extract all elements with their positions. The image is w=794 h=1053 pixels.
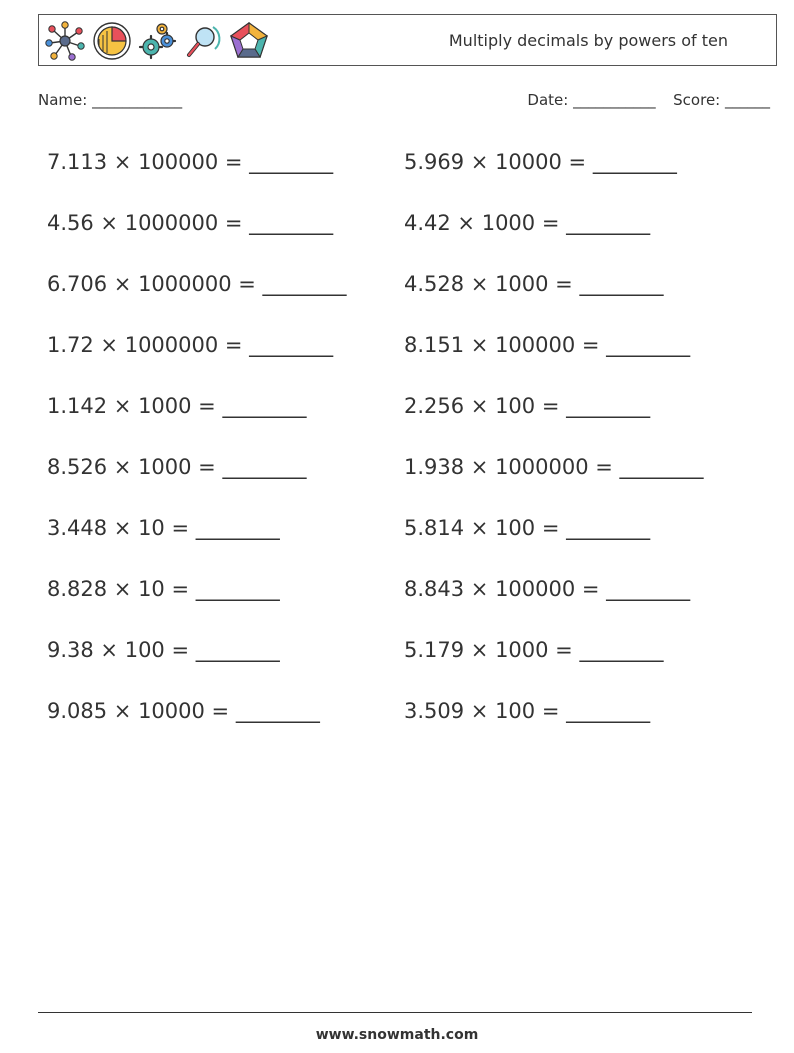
name-field: Name: ____________ (38, 91, 183, 109)
problem-item: 4.528 × 1000 = ________ (404, 272, 664, 296)
problem-item: 8.828 × 10 = ________ (47, 577, 280, 601)
problem-item: 6.706 × 1000000 = ________ (47, 272, 347, 296)
header-icons (43, 19, 271, 63)
problem-item: 1.142 × 1000 = ________ (47, 394, 307, 418)
problem-item: 8.526 × 1000 = ________ (47, 455, 307, 479)
network-icon (43, 19, 87, 63)
problem-item: 1.938 × 1000000 = ________ (404, 455, 704, 479)
problem-item: 1.72 × 1000000 = ________ (47, 333, 334, 357)
worksheet-header (38, 14, 777, 66)
problem-item: 3.509 × 100 = ________ (404, 699, 651, 723)
date-score-row (527, 91, 770, 109)
gears-icon (137, 19, 179, 63)
problem-item: 7.113 × 100000 = ________ (47, 150, 334, 174)
problem-item: 8.151 × 100000 = ________ (404, 333, 691, 357)
problem-item: 5.814 × 100 = ________ (404, 516, 651, 540)
worksheet-title: Multiply decimals by powers of ten (448, 31, 728, 50)
problem-item: 9.38 × 100 = ________ (47, 638, 280, 662)
footer-divider (38, 1012, 752, 1013)
pie-chart-icon (91, 19, 133, 63)
problem-item: 5.179 × 1000 = ________ (404, 638, 664, 662)
problem-item: 3.448 × 10 = ________ (47, 516, 280, 540)
problem-item: 8.843 × 100000 = ________ (404, 577, 691, 601)
problem-item: 2.256 × 100 = ________ (404, 394, 651, 418)
pentagon-icon (227, 19, 271, 63)
problem-item: 4.42 × 1000 = ________ (404, 211, 651, 235)
footer-website: www.snowmath.com (315, 1027, 479, 1043)
problem-item: 4.56 × 1000000 = ________ (47, 211, 334, 235)
problem-item: 5.969 × 10000 = ________ (404, 150, 677, 174)
score-field: Score: ______ (673, 91, 770, 109)
magnifier-icon (183, 19, 223, 63)
problem-item: 9.085 × 10000 = ________ (47, 699, 320, 723)
date-field: Date: ___________ (527, 91, 656, 109)
